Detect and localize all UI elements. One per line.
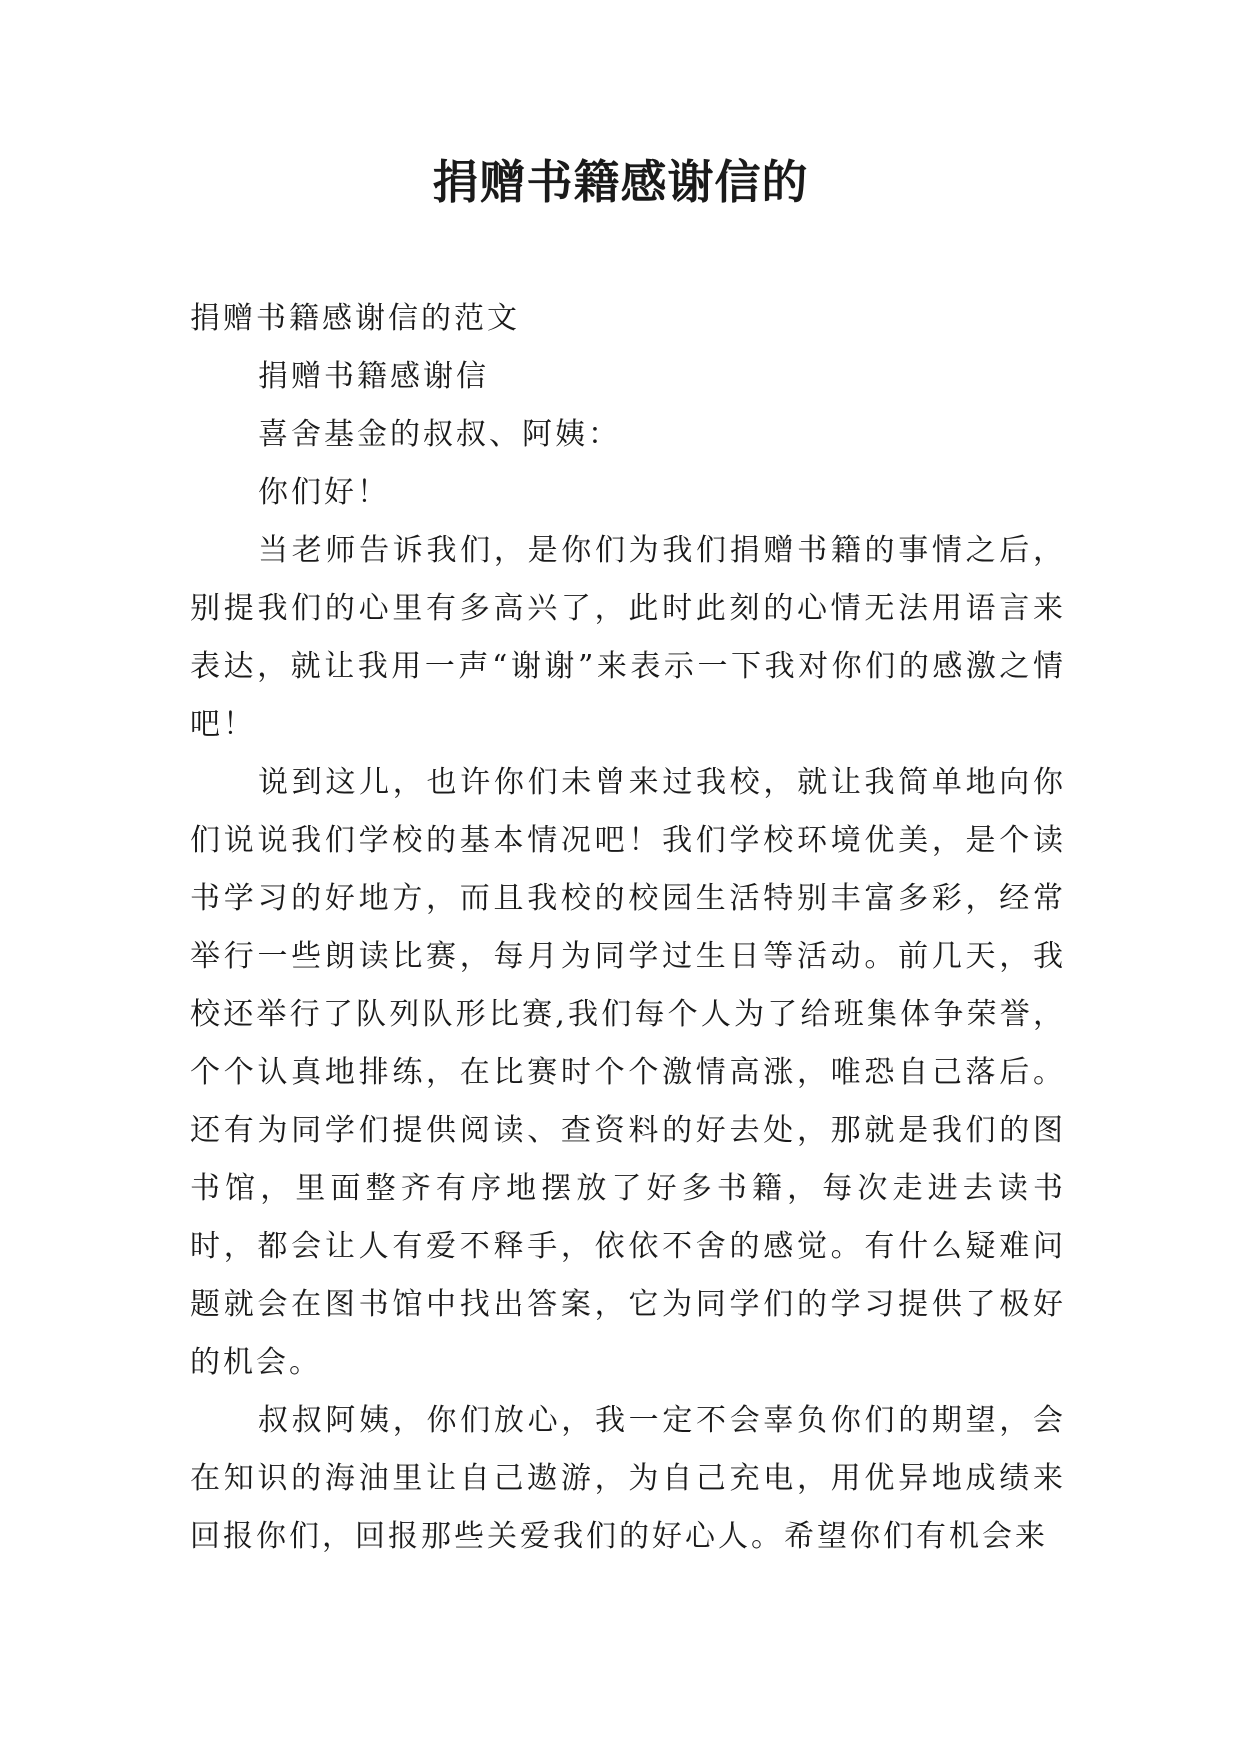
paragraph-letter-heading: 捐赠书籍感谢信 (258, 359, 489, 394)
document-title: 捐赠书籍感谢信的 (432, 155, 809, 209)
paragraph-body-2: 说到这儿，也许你们未曾来过我校，就让我简单地向你们说说我们学校的基本情况吧！我们学校环境优美，是个读书学习的好地方，而且我校的校园生活特别丰富多彩，经常举行一些朗读比赛，每月为同学过生日等活动。前几天，我校还举行了队列队形比赛,我们每个人为了给班集体争荣誉，个个认真地排练，在比赛时个个激情高涨，唯恐自己落后。还有为同学们提供阅读、查资料的好去处，那就是我们的图书馆，里面整齐有序地摆放了好多书籍，每次走进去读书时，都会让人有爱不释手，依依不舍的感觉。有什么疑难问题就会在图书馆中找出答案，它为同学们的学习提供了极好的机会。 (190, 765, 1066, 1380)
document-body (190, 290, 1066, 1566)
paragraph-body-1: 当老师告诉我们，是你们为我们捐赠书籍的事情之后，别提我们的心里有多高兴了，此时此刻的心情无法用语言来表达，就让我用一声“谢谢”来表示一下我对你们的感激之情吧！ (190, 533, 1066, 742)
paragraph-body-3: 叔叔阿姨，你们放心，我一定不会辜负你们的期望，会在知识的海油里让自己遨游，为自己充电，用优异地成绩来回报你们，回报那些关爱我们的好心人。希望你们有机会来 (190, 1403, 1066, 1554)
paragraph-subtitle: 捐赠书籍感谢信的范文 (190, 301, 520, 336)
paragraph-salutation: 喜舍基金的叔叔、阿姨： (258, 417, 621, 452)
paragraph-greeting: 你们好！ (258, 475, 390, 510)
